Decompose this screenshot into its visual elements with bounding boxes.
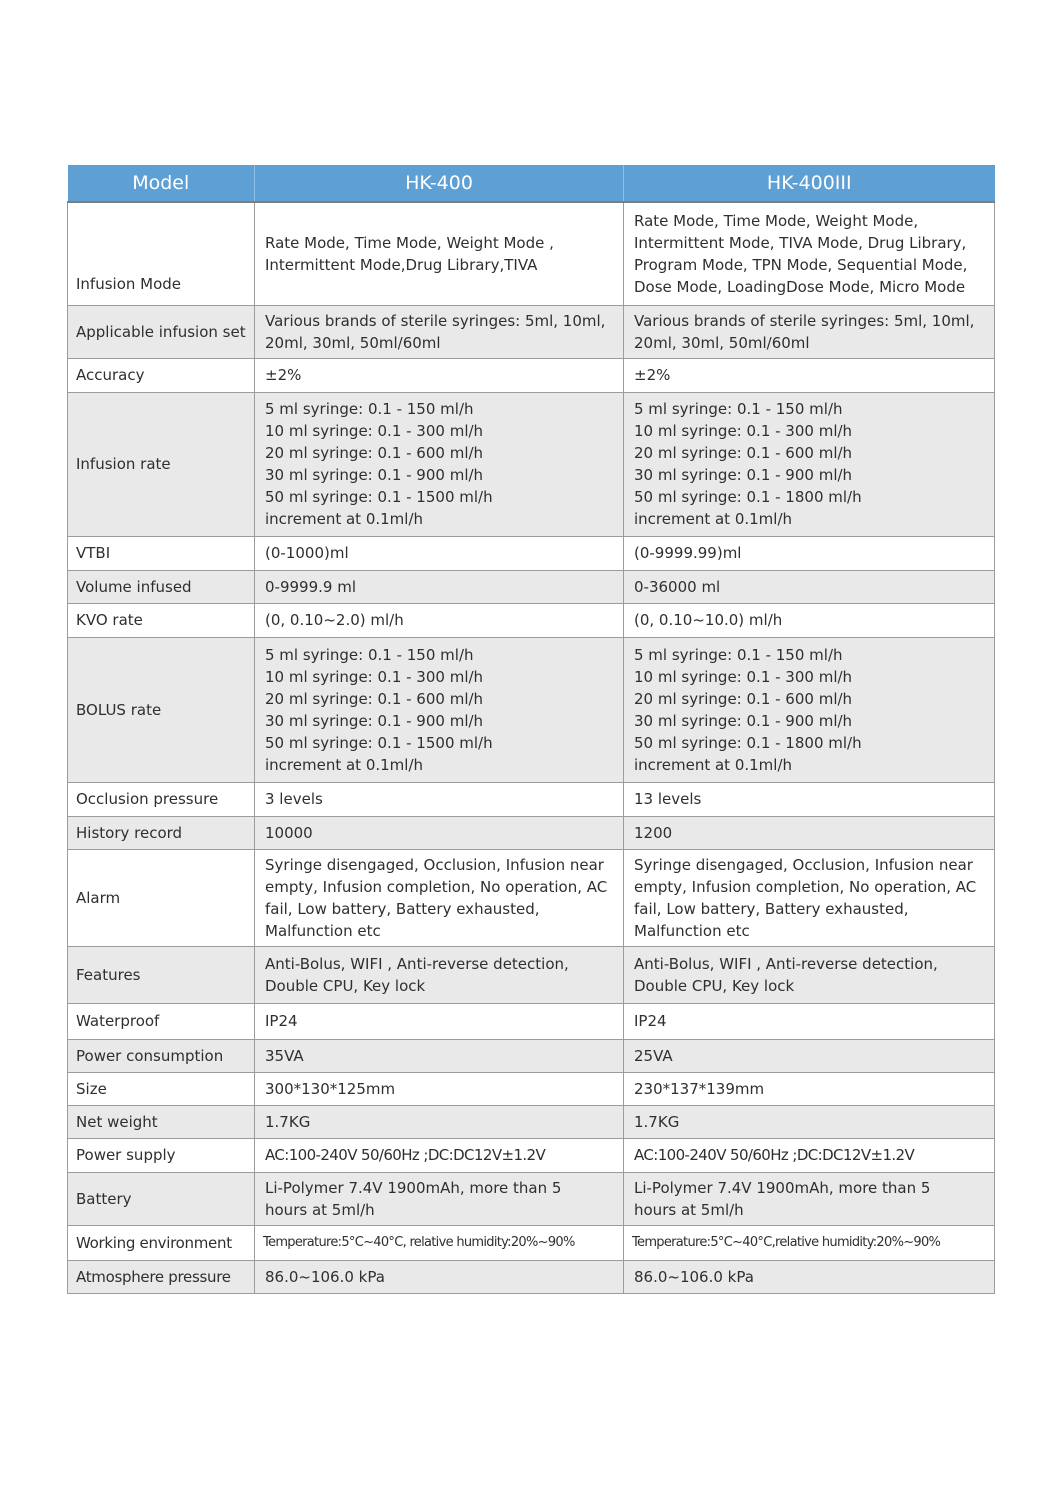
hk400iii-value: Syringe disengaged, Occlusion, Infusion near empty, Infusion completion, No operation, AC fail, Low battery, Battery exhausted, Malfunction etc: [624, 849, 995, 946]
hk400-value: IP24: [255, 1003, 624, 1039]
hk400-value: 5 ml syringe: 0.1 - 150 ml/h 10 ml syringe: 0.1 - 300 ml/h 20 ml syringe: 0.1 - 600 ml/h 30 ml syringe: 0.1 - 900 ml/h 50 ml syringe: 0.1 - 1500 ml/h increment at 0.1ml/h: [255, 392, 624, 536]
row-battery: [68, 1172, 995, 1225]
hk400-value: Li-Polymer 7.4V 1900mAh, more than 5 hours at 5ml/h: [255, 1172, 624, 1225]
hk400-value: 5 ml syringe: 0.1 - 150 ml/h 10 ml syringe: 0.1 - 300 ml/h 20 ml syringe: 0.1 - 600 ml/h 30 ml syringe: 0.1 - 900 ml/h 50 ml syringe: 0.1 - 1500 ml/h increment at 0.1ml/h: [255, 637, 624, 782]
hk400-value: (0-1000)ml: [255, 536, 624, 570]
row-label: Applicable infusion set: [68, 305, 255, 358]
hk400iii-value: Various brands of sterile syringes: 5ml, 10ml, 20ml, 30ml, 50ml/60ml: [624, 305, 995, 358]
hk400iii-value: (0-9999.99)ml: [624, 536, 995, 570]
row-atmosphere-pressure: [68, 1260, 995, 1293]
row-label: Power consumption: [68, 1039, 255, 1072]
hk400iii-value: 25VA: [624, 1039, 995, 1072]
row-label: Net weight: [68, 1105, 255, 1138]
row-net-weight: [68, 1105, 995, 1138]
row-volume-infused: [68, 570, 995, 603]
row-infusion-rate: [68, 392, 995, 536]
hk400-value: 86.0~106.0 kPa: [255, 1260, 624, 1293]
header-row: [68, 165, 995, 202]
hk400-value: (0, 0.10~2.0) ml/h: [255, 603, 624, 637]
hk400iii-value: 13 levels: [624, 782, 995, 816]
hk400iii-value: IP24: [624, 1003, 995, 1039]
row-label: Infusion rate: [68, 392, 255, 536]
row-label: Power supply: [68, 1138, 255, 1172]
header-hk400: HK-400: [255, 165, 624, 202]
row-size: [68, 1072, 995, 1105]
header-hk400iii: HK-400III: [624, 165, 995, 202]
hk400iii-value: Rate Mode, Time Mode, Weight Mode, Intermittent Mode, TIVA Mode, Drug Library, Program Mode, TPN Mode, Sequential Mode, Dose Mode, LoadingDose Mode, Micro Mode: [624, 202, 995, 305]
row-history-record: [68, 816, 995, 849]
row-label: KVO rate: [68, 603, 255, 637]
hk400-value: ±2%: [255, 358, 624, 392]
row-bolus-rate: [68, 637, 995, 782]
hk400iii-value: ±2%: [624, 358, 995, 392]
row-accuracy: [68, 358, 995, 392]
row-label: BOLUS rate: [68, 637, 255, 782]
spec-table: [67, 165, 995, 1294]
row-label: Atmosphere pressure: [68, 1260, 255, 1293]
header-model: Model: [68, 165, 255, 202]
hk400-value: Anti-Bolus, WIFI , Anti-reverse detection, Double CPU, Key lock: [255, 946, 624, 1003]
row-label: Alarm: [68, 849, 255, 946]
row-label: Features: [68, 946, 255, 1003]
hk400-value: 300*130*125mm: [255, 1072, 624, 1105]
row-label: Occlusion pressure: [68, 782, 255, 816]
hk400-value: 35VA: [255, 1039, 624, 1072]
row-applicable-infusion-set: [68, 305, 995, 358]
hk400iii-value: 230*137*139mm: [624, 1072, 995, 1105]
hk400-value: Various brands of sterile syringes: 5ml, 10ml, 20ml, 30ml, 50ml/60ml: [255, 305, 624, 358]
hk400-value: 1.7KG: [255, 1105, 624, 1138]
row-label: VTBI: [68, 536, 255, 570]
row-label: Working environment: [68, 1225, 255, 1260]
hk400iii-value: 5 ml syringe: 0.1 - 150 ml/h 10 ml syringe: 0.1 - 300 ml/h 20 ml syringe: 0.1 - 600 ml/h 30 ml syringe: 0.1 - 900 ml/h 50 ml syringe: 0.1 - 1800 ml/h increment at 0.1ml/h: [624, 637, 995, 782]
hk400iii-value: Anti-Bolus, WIFI , Anti-reverse detection, Double CPU, Key lock: [624, 946, 995, 1003]
hk400iii-value: Temperature:5°C~40°C,relative humidity:20%~90%: [624, 1225, 995, 1260]
table-header: [68, 165, 995, 202]
row-label: Waterproof: [68, 1003, 255, 1039]
hk400-value: 10000: [255, 816, 624, 849]
row-label: Volume infused: [68, 570, 255, 603]
row-label: History record: [68, 816, 255, 849]
row-label: Infusion Mode: [68, 202, 255, 305]
hk400-value: AC:100-240V 50/60Hz ;DC:DC12V±1.2V: [255, 1138, 624, 1172]
hk400iii-value: 1200: [624, 816, 995, 849]
hk400-value: 3 levels: [255, 782, 624, 816]
hk400iii-value: (0, 0.10~10.0) ml/h: [624, 603, 995, 637]
row-label: Size: [68, 1072, 255, 1105]
hk400iii-value: Li-Polymer 7.4V 1900mAh, more than 5 hours at 5ml/h: [624, 1172, 995, 1225]
row-infusion-mode: [68, 202, 995, 305]
hk400-value: 0-9999.9 ml: [255, 570, 624, 603]
hk400-value: Rate Mode, Time Mode, Weight Mode , Intermittent Mode,Drug Library,TIVA: [255, 202, 624, 305]
row-alarm: [68, 849, 995, 946]
row-features: [68, 946, 995, 1003]
row-occlusion-pressure: [68, 782, 995, 816]
row-label: Accuracy: [68, 358, 255, 392]
hk400iii-value: 86.0~106.0 kPa: [624, 1260, 995, 1293]
hk400iii-value: 0-36000 ml: [624, 570, 995, 603]
hk400-value: Syringe disengaged, Occlusion, Infusion near empty, Infusion completion, No operation, AC fail, Low battery, Battery exhausted, Malfunction etc: [255, 849, 624, 946]
row-vtbi: [68, 536, 995, 570]
hk400iii-value: AC:100-240V 50/60Hz ;DC:DC12V±1.2V: [624, 1138, 995, 1172]
row-waterproof: [68, 1003, 995, 1039]
hk400-value: Temperature:5°C~40°C, relative humidity:20%~90%: [255, 1225, 624, 1260]
row-kvo-rate: [68, 603, 995, 637]
row-power-supply: [68, 1138, 995, 1172]
row-power-consumption: [68, 1039, 995, 1072]
row-label: Battery: [68, 1172, 255, 1225]
hk400iii-value: 5 ml syringe: 0.1 - 150 ml/h 10 ml syringe: 0.1 - 300 ml/h 20 ml syringe: 0.1 - 600 ml/h 30 ml syringe: 0.1 - 900 ml/h 50 ml syringe: 0.1 - 1800 ml/h increment at 0.1ml/h: [624, 392, 995, 536]
row-working-environment: [68, 1225, 995, 1260]
hk400iii-value: 1.7KG: [624, 1105, 995, 1138]
